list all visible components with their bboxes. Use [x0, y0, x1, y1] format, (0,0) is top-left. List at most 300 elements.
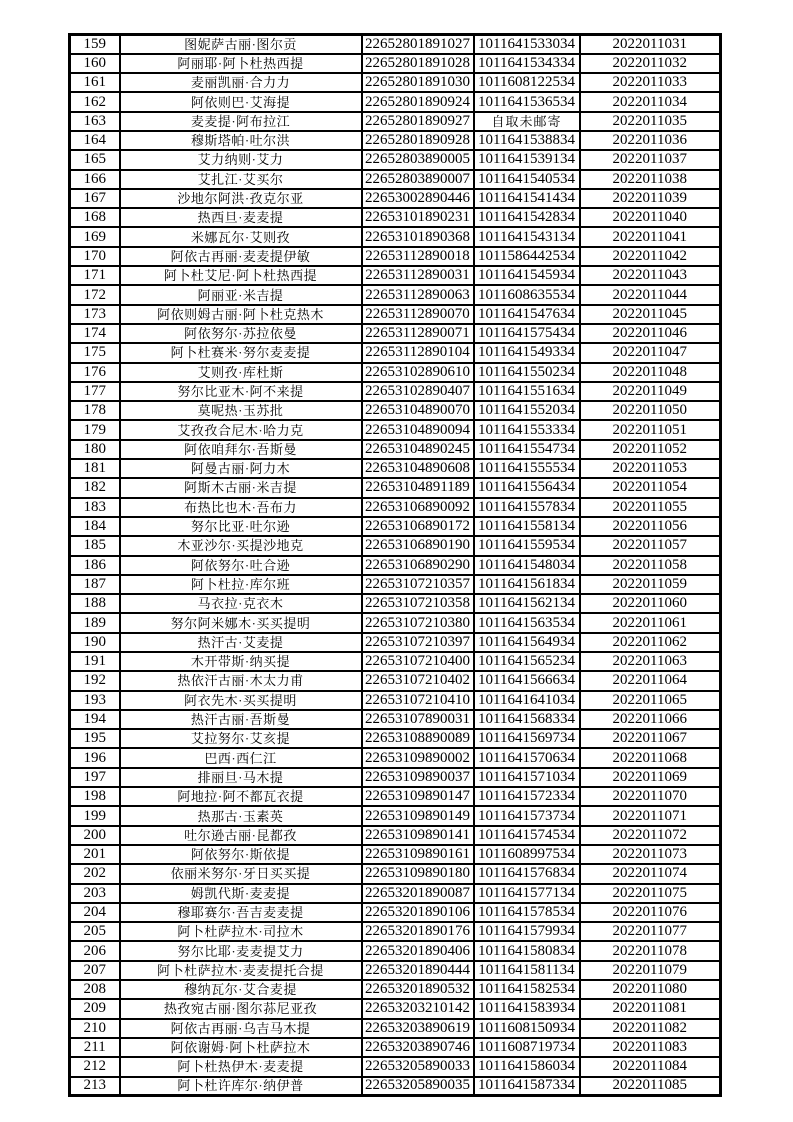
- table-row: [70, 652, 721, 671]
- table-row: [70, 227, 721, 246]
- name-cell: 热汗古·艾麦提: [120, 633, 362, 652]
- batch-number-cell: 2022011049: [580, 382, 721, 401]
- records-table: [68, 33, 722, 1097]
- id-number-cell: 22653201890087: [362, 884, 474, 903]
- name-cell: 阿依努尔·苏拉依曼: [120, 324, 362, 343]
- row-number-cell: 181: [70, 459, 120, 478]
- table-row: [70, 517, 721, 536]
- name-cell: 阿依努尔·斯依提: [120, 845, 362, 864]
- id-number-cell: 22653106890172: [362, 517, 474, 536]
- name-cell: 努尔阿米娜木·买买提明: [120, 613, 362, 632]
- mail-number-cell: 1011608150934: [474, 1019, 580, 1038]
- row-number-cell: 182: [70, 478, 120, 497]
- mail-number-cell: 1011641539134: [474, 150, 580, 169]
- row-number-cell: 195: [70, 729, 120, 748]
- table-row: [70, 556, 721, 575]
- id-number-cell: 22653107210410: [362, 691, 474, 710]
- row-number-cell: 177: [70, 382, 120, 401]
- id-number-cell: 22653201890406: [362, 941, 474, 960]
- id-number-cell: 22653112890063: [362, 285, 474, 304]
- name-cell: 米娜瓦尔·艾则孜: [120, 227, 362, 246]
- table-row: [70, 845, 721, 864]
- mail-number-cell: 1011641575434: [474, 324, 580, 343]
- name-cell: 阿丽亚·米吉提: [120, 285, 362, 304]
- id-number-cell: 22653201890444: [362, 961, 474, 980]
- batch-number-cell: 2022011035: [580, 112, 721, 131]
- name-cell: 排丽旦·马木提: [120, 768, 362, 787]
- batch-number-cell: 2022011058: [580, 556, 721, 575]
- table-row: [70, 1038, 721, 1057]
- name-cell: 麦丽凯丽·合力力: [120, 73, 362, 92]
- batch-number-cell: 2022011079: [580, 961, 721, 980]
- name-cell: 布热比也木·吾布力: [120, 498, 362, 517]
- row-number-cell: 212: [70, 1057, 120, 1076]
- id-number-cell: 22653107210400: [362, 652, 474, 671]
- id-number-cell: 22653107210397: [362, 633, 474, 652]
- batch-number-cell: 2022011033: [580, 73, 721, 92]
- batch-number-cell: 2022011044: [580, 285, 721, 304]
- mail-number-cell: 1011641557834: [474, 498, 580, 517]
- mail-number-cell: 1011641576834: [474, 864, 580, 883]
- id-number-cell: 22652801891028: [362, 54, 474, 73]
- mail-number-cell: 1011641555534: [474, 459, 580, 478]
- batch-number-cell: 2022011082: [580, 1019, 721, 1038]
- name-cell: 马衣拉·克衣木: [120, 594, 362, 613]
- mail-number-cell: 1011641540534: [474, 170, 580, 189]
- id-number-cell: 22653203890746: [362, 1038, 474, 1057]
- mail-number-cell: 1011641565234: [474, 652, 580, 671]
- name-cell: 木开带斯·纳买提: [120, 652, 362, 671]
- id-number-cell: 22653201890176: [362, 922, 474, 941]
- row-number-cell: 159: [70, 35, 120, 54]
- batch-number-cell: 2022011047: [580, 343, 721, 362]
- table-row: [70, 864, 721, 883]
- row-number-cell: 203: [70, 884, 120, 903]
- table-row: [70, 594, 721, 613]
- id-number-cell: 22653109890161: [362, 845, 474, 864]
- row-number-cell: 187: [70, 575, 120, 594]
- row-number-cell: 205: [70, 922, 120, 941]
- name-cell: 热汗古丽·吾斯曼: [120, 710, 362, 729]
- id-number-cell: 22652801890928: [362, 131, 474, 150]
- batch-number-cell: 2022011053: [580, 459, 721, 478]
- mail-number-cell: 1011641579934: [474, 922, 580, 941]
- table-row: [70, 498, 721, 517]
- id-number-cell: 22653104890070: [362, 401, 474, 420]
- id-number-cell: 22653205890033: [362, 1057, 474, 1076]
- table-row: [70, 285, 721, 304]
- table-row: [70, 382, 721, 401]
- id-number-cell: 22652803890007: [362, 170, 474, 189]
- table-row: [70, 999, 721, 1018]
- table-row: [70, 980, 721, 999]
- name-cell: 阿丽耶·阿卜杜热西提: [120, 54, 362, 73]
- mail-number-cell: 1011641573734: [474, 806, 580, 825]
- row-number-cell: 164: [70, 131, 120, 150]
- name-cell: 麦麦提·阿布拉江: [120, 112, 362, 131]
- mail-number-cell: 1011641586034: [474, 1057, 580, 1076]
- id-number-cell: 22653205890035: [362, 1077, 474, 1096]
- mail-number-cell: 1011586442534: [474, 247, 580, 266]
- id-number-cell: 22652801890924: [362, 92, 474, 111]
- name-cell: 穆斯塔帕·吐尔洪: [120, 131, 362, 150]
- batch-number-cell: 2022011064: [580, 671, 721, 690]
- mail-number-cell: 1011641566634: [474, 671, 580, 690]
- mail-number-cell: 1011641574534: [474, 826, 580, 845]
- id-number-cell: 22653112890070: [362, 305, 474, 324]
- row-number-cell: 169: [70, 227, 120, 246]
- batch-number-cell: 2022011048: [580, 363, 721, 382]
- batch-number-cell: 2022011052: [580, 440, 721, 459]
- row-number-cell: 183: [70, 498, 120, 517]
- batch-number-cell: 2022011069: [580, 768, 721, 787]
- id-number-cell: 22653104890608: [362, 459, 474, 478]
- mail-number-cell: 1011608719734: [474, 1038, 580, 1057]
- batch-number-cell: 2022011038: [580, 170, 721, 189]
- id-number-cell: 22653109890141: [362, 826, 474, 845]
- batch-number-cell: 2022011034: [580, 92, 721, 111]
- name-cell: 阿依则巴·艾海提: [120, 92, 362, 111]
- row-number-cell: 198: [70, 787, 120, 806]
- mail-number-cell: 1011641556434: [474, 478, 580, 497]
- name-cell: 穆耶赛尔·吾吉麦麦提: [120, 903, 362, 922]
- table-row: [70, 131, 721, 150]
- table-row: [70, 459, 721, 478]
- records-table-body: [70, 35, 721, 1096]
- row-number-cell: 173: [70, 305, 120, 324]
- table-row: [70, 401, 721, 420]
- id-number-cell: 22653106890190: [362, 536, 474, 555]
- row-number-cell: 172: [70, 285, 120, 304]
- batch-number-cell: 2022011050: [580, 401, 721, 420]
- row-number-cell: 180: [70, 440, 120, 459]
- mail-number-cell: 1011641583934: [474, 999, 580, 1018]
- id-number-cell: 22653109890037: [362, 768, 474, 787]
- mail-number-cell: 1011641547634: [474, 305, 580, 324]
- row-number-cell: 163: [70, 112, 120, 131]
- mail-number-cell: 1011641551634: [474, 382, 580, 401]
- batch-number-cell: 2022011075: [580, 884, 721, 903]
- mail-number-cell: 1011641536534: [474, 92, 580, 111]
- mail-number-cell: 1011641568334: [474, 710, 580, 729]
- name-cell: 热那古·玉素英: [120, 806, 362, 825]
- batch-number-cell: 2022011057: [580, 536, 721, 555]
- mail-number-cell: 1011641550234: [474, 363, 580, 382]
- row-number-cell: 186: [70, 556, 120, 575]
- table-row: [70, 247, 721, 266]
- batch-number-cell: 2022011068: [580, 748, 721, 767]
- mail-number-cell: 1011641563534: [474, 613, 580, 632]
- row-number-cell: 179: [70, 420, 120, 439]
- row-number-cell: 167: [70, 189, 120, 208]
- batch-number-cell: 2022011054: [580, 478, 721, 497]
- name-cell: 穆纳瓦尔·艾合麦提: [120, 980, 362, 999]
- id-number-cell: 22653112890031: [362, 266, 474, 285]
- id-number-cell: 22653104890245: [362, 440, 474, 459]
- table-row: [70, 1057, 721, 1076]
- name-cell: 阿依则姆古丽·阿卜杜克热木: [120, 305, 362, 324]
- id-number-cell: 22653109890180: [362, 864, 474, 883]
- table-row: [70, 729, 721, 748]
- table-row: [70, 73, 721, 92]
- name-cell: 巴西·西仁江: [120, 748, 362, 767]
- name-cell: 艾孜孜合尼木·哈力克: [120, 420, 362, 439]
- row-number-cell: 170: [70, 247, 120, 266]
- batch-number-cell: 2022011046: [580, 324, 721, 343]
- name-cell: 阿地拉·阿不都瓦衣提: [120, 787, 362, 806]
- name-cell: 艾力纳则·艾力: [120, 150, 362, 169]
- row-number-cell: 160: [70, 54, 120, 73]
- table-row: [70, 324, 721, 343]
- row-number-cell: 211: [70, 1038, 120, 1057]
- id-number-cell: 22653104891189: [362, 478, 474, 497]
- table-row: [70, 884, 721, 903]
- row-number-cell: 168: [70, 208, 120, 227]
- batch-number-cell: 2022011067: [580, 729, 721, 748]
- row-number-cell: 178: [70, 401, 120, 420]
- table-row: [70, 112, 721, 131]
- name-cell: 艾扎江·艾买尔: [120, 170, 362, 189]
- name-cell: 阿卜杜热伊木·麦麦提: [120, 1057, 362, 1076]
- id-number-cell: 22653201890106: [362, 903, 474, 922]
- row-number-cell: 192: [70, 671, 120, 690]
- row-number-cell: 201: [70, 845, 120, 864]
- id-number-cell: 22653108890089: [362, 729, 474, 748]
- table-row: [70, 787, 721, 806]
- batch-number-cell: 2022011071: [580, 806, 721, 825]
- row-number-cell: 162: [70, 92, 120, 111]
- mail-number-cell: 1011641558134: [474, 517, 580, 536]
- name-cell: 艾则孜·库杜斯: [120, 363, 362, 382]
- row-number-cell: 206: [70, 941, 120, 960]
- mail-number-cell: 1011641538834: [474, 131, 580, 150]
- row-number-cell: 190: [70, 633, 120, 652]
- batch-number-cell: 2022011060: [580, 594, 721, 613]
- id-number-cell: 22653101890368: [362, 227, 474, 246]
- id-number-cell: 22653201890532: [362, 980, 474, 999]
- batch-number-cell: 2022011036: [580, 131, 721, 150]
- table-row: [70, 363, 721, 382]
- table-row: [70, 208, 721, 227]
- batch-number-cell: 2022011076: [580, 903, 721, 922]
- name-cell: 阿依古再丽·麦麦提伊敏: [120, 247, 362, 266]
- id-number-cell: 22653102890407: [362, 382, 474, 401]
- batch-number-cell: 2022011084: [580, 1057, 721, 1076]
- row-number-cell: 184: [70, 517, 120, 536]
- batch-number-cell: 2022011077: [580, 922, 721, 941]
- row-number-cell: 171: [70, 266, 120, 285]
- batch-number-cell: 2022011056: [580, 517, 721, 536]
- id-number-cell: 22653112890071: [362, 324, 474, 343]
- mail-number-cell: 1011641542834: [474, 208, 580, 227]
- id-number-cell: 22653109890149: [362, 806, 474, 825]
- table-row: [70, 420, 721, 439]
- name-cell: 沙地尔阿洪·孜克尔亚: [120, 189, 362, 208]
- id-number-cell: 22652801891030: [362, 73, 474, 92]
- name-cell: 阿卜杜赛米·努尔麦麦提: [120, 343, 362, 362]
- batch-number-cell: 2022011062: [580, 633, 721, 652]
- batch-number-cell: 2022011032: [580, 54, 721, 73]
- mail-number-cell: 1011641553334: [474, 420, 580, 439]
- batch-number-cell: 2022011037: [580, 150, 721, 169]
- row-number-cell: 176: [70, 363, 120, 382]
- table-row: [70, 633, 721, 652]
- row-number-cell: 188: [70, 594, 120, 613]
- row-number-cell: 209: [70, 999, 120, 1018]
- batch-number-cell: 2022011072: [580, 826, 721, 845]
- row-number-cell: 210: [70, 1019, 120, 1038]
- name-cell: 依丽米努尔·牙日买买提: [120, 864, 362, 883]
- name-cell: 热西旦·麦麦提: [120, 208, 362, 227]
- table-row: [70, 440, 721, 459]
- batch-number-cell: 2022011055: [580, 498, 721, 517]
- batch-number-cell: 2022011070: [580, 787, 721, 806]
- batch-number-cell: 2022011031: [580, 35, 721, 54]
- table-row: [70, 575, 721, 594]
- id-number-cell: 22653101890231: [362, 208, 474, 227]
- id-number-cell: 22653112890104: [362, 343, 474, 362]
- name-cell: 阿依努尔·吐合逊: [120, 556, 362, 575]
- mail-number-cell: 1011641572334: [474, 787, 580, 806]
- name-cell: 热孜宛古丽·图尔荪尼亚孜: [120, 999, 362, 1018]
- mail-number-cell: 1011641570634: [474, 748, 580, 767]
- batch-number-cell: 2022011063: [580, 652, 721, 671]
- table-row: [70, 54, 721, 73]
- mail-number-cell: 1011641578534: [474, 903, 580, 922]
- batch-number-cell: 2022011074: [580, 864, 721, 883]
- batch-number-cell: 2022011041: [580, 227, 721, 246]
- table-row: [70, 748, 721, 767]
- mail-number-cell: 1011641533034: [474, 35, 580, 54]
- name-cell: 努尔比耶·麦麦提艾力: [120, 941, 362, 960]
- id-number-cell: 22652803890005: [362, 150, 474, 169]
- id-number-cell: 22653107210402: [362, 671, 474, 690]
- mail-number-cell: 1011608997534: [474, 845, 580, 864]
- batch-number-cell: 2022011065: [580, 691, 721, 710]
- row-number-cell: 196: [70, 748, 120, 767]
- batch-number-cell: 2022011083: [580, 1038, 721, 1057]
- id-number-cell: 22653106890290: [362, 556, 474, 575]
- table-row: [70, 266, 721, 285]
- table-row: [70, 903, 721, 922]
- mail-number-cell: 1011641582534: [474, 980, 580, 999]
- row-number-cell: 174: [70, 324, 120, 343]
- row-number-cell: 189: [70, 613, 120, 632]
- row-number-cell: 204: [70, 903, 120, 922]
- mail-number-cell: 1011641577134: [474, 884, 580, 903]
- id-number-cell: 22653107210357: [362, 575, 474, 594]
- table-row: [70, 613, 721, 632]
- table-row: [70, 150, 721, 169]
- table-row: [70, 478, 721, 497]
- table-row: [70, 536, 721, 555]
- name-cell: 阿依咱拜尔·吾斯曼: [120, 440, 362, 459]
- name-cell: 阿卜杜萨拉木·麦麦提托合提: [120, 961, 362, 980]
- mail-number-cell: 1011641587334: [474, 1077, 580, 1096]
- batch-number-cell: 2022011073: [580, 845, 721, 864]
- batch-number-cell: 2022011051: [580, 420, 721, 439]
- name-cell: 莫呢热·玉苏批: [120, 401, 362, 420]
- name-cell: 阿卜杜拉·库尔班: [120, 575, 362, 594]
- mail-number-cell: 1011641641034: [474, 691, 580, 710]
- id-number-cell: 22652801891027: [362, 35, 474, 54]
- mail-number-cell: 1011641559534: [474, 536, 580, 555]
- mail-number-cell: 1011641581134: [474, 961, 580, 980]
- table-row: [70, 1019, 721, 1038]
- id-number-cell: 22652801890927: [362, 112, 474, 131]
- row-number-cell: 193: [70, 691, 120, 710]
- name-cell: 阿依谢姆·阿卜杜萨拉木: [120, 1038, 362, 1057]
- table-row: [70, 941, 721, 960]
- table-row: [70, 1077, 721, 1096]
- name-cell: 图妮萨古丽·图尔贡: [120, 35, 362, 54]
- id-number-cell: 22653203210142: [362, 999, 474, 1018]
- mail-number-cell: 1011641562134: [474, 594, 580, 613]
- row-number-cell: 197: [70, 768, 120, 787]
- batch-number-cell: 2022011039: [580, 189, 721, 208]
- table-row: [70, 922, 721, 941]
- table-row: [70, 92, 721, 111]
- name-cell: 热依汗古丽·木太力甫: [120, 671, 362, 690]
- mail-number-cell: 1011641545934: [474, 266, 580, 285]
- table-row: [70, 189, 721, 208]
- batch-number-cell: 2022011085: [580, 1077, 721, 1096]
- mail-number-cell: 1011608635534: [474, 285, 580, 304]
- mail-number-cell: 1011641548034: [474, 556, 580, 575]
- name-cell: 吐尔逊古丽·昆都孜: [120, 826, 362, 845]
- row-number-cell: 191: [70, 652, 120, 671]
- id-number-cell: 22653102890610: [362, 363, 474, 382]
- name-cell: 努尔比亚·吐尔逊: [120, 517, 362, 536]
- row-number-cell: 202: [70, 864, 120, 883]
- mail-number-cell: 1011608122534: [474, 73, 580, 92]
- id-number-cell: 22653203890619: [362, 1019, 474, 1038]
- name-cell: 阿卜杜艾尼·阿卜杜热西提: [120, 266, 362, 285]
- name-cell: 阿依古再丽·乌吉马木提: [120, 1019, 362, 1038]
- table-row: [70, 961, 721, 980]
- batch-number-cell: 2022011066: [580, 710, 721, 729]
- id-number-cell: 22653107210358: [362, 594, 474, 613]
- name-cell: 阿卜杜萨拉木·司拉木: [120, 922, 362, 941]
- mail-number-cell: 1011641541434: [474, 189, 580, 208]
- table-row: [70, 170, 721, 189]
- row-number-cell: 207: [70, 961, 120, 980]
- id-number-cell: 22653104890094: [362, 420, 474, 439]
- row-number-cell: 166: [70, 170, 120, 189]
- batch-number-cell: 2022011045: [580, 305, 721, 324]
- id-number-cell: 22653109890002: [362, 748, 474, 767]
- batch-number-cell: 2022011042: [580, 247, 721, 266]
- row-number-cell: 200: [70, 826, 120, 845]
- name-cell: 阿衣先木·买买提明: [120, 691, 362, 710]
- mail-number-cell: 自取未邮寄: [474, 112, 580, 131]
- table-row: [70, 826, 721, 845]
- id-number-cell: 22653106890092: [362, 498, 474, 517]
- batch-number-cell: 2022011080: [580, 980, 721, 999]
- mail-number-cell: 1011641552034: [474, 401, 580, 420]
- row-number-cell: 165: [70, 150, 120, 169]
- table-row: [70, 691, 721, 710]
- row-number-cell: 161: [70, 73, 120, 92]
- batch-number-cell: 2022011059: [580, 575, 721, 594]
- mail-number-cell: 1011641554734: [474, 440, 580, 459]
- id-number-cell: 22653107210380: [362, 613, 474, 632]
- mail-number-cell: 1011641534334: [474, 54, 580, 73]
- batch-number-cell: 2022011043: [580, 266, 721, 285]
- mail-number-cell: 1011641549334: [474, 343, 580, 362]
- name-cell: 阿卜杜许库尔·纳伊普: [120, 1077, 362, 1096]
- row-number-cell: 208: [70, 980, 120, 999]
